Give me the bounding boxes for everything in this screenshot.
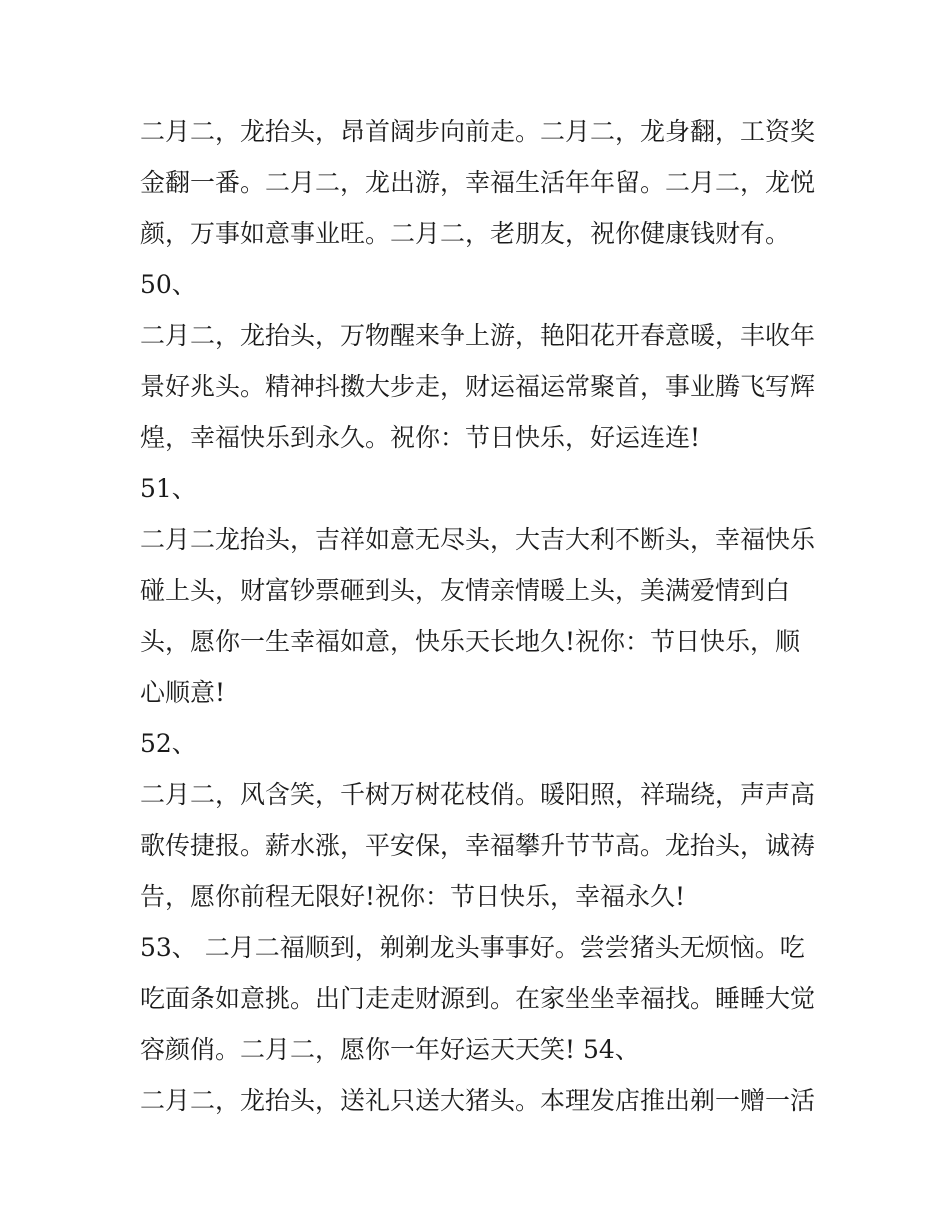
text-line: 容颜俏。二月二，愿你一年好运天天笑! 54、: [140, 1035, 640, 1064]
text-line: 二月二，龙抬头，送礼只送大猪头。本理发店推出剃一赠一活: [140, 1086, 816, 1115]
document-body: [140, 106, 820, 1126]
text-line: 颜，万事如意事业旺。二月二，老朋友，祝你健康钱财有。: [140, 219, 791, 248]
text-line: 二月二龙抬头，吉祥如意无尽头，大吉大利不断头，幸福快乐: [140, 525, 816, 554]
item-number-51: 51、: [140, 474, 197, 503]
text-line: 煌，幸福快乐到永久。祝你：节日快乐，好运连连!: [140, 423, 701, 452]
text-line: 歌传捷报。薪水涨，平安保，幸福攀升节节高。龙抬头，诚祷: [140, 831, 816, 860]
item-number-52: 52、: [140, 729, 197, 758]
item-number-50: 50、: [140, 270, 197, 299]
text-line: 景好兆头。精神抖擞大步走，财运福运常聚首，事业腾飞写辉: [140, 372, 816, 401]
text-line: 二月二，风含笑，千树万树花枝俏。暖阳照，祥瑞绕，声声高: [140, 780, 816, 809]
text-line: 心顺意!: [140, 678, 226, 707]
text-line: 53、 二月二福顺到，剃剃龙头事事好。尝尝猪头无烦恼。吃: [140, 933, 805, 962]
text-line: 金翻一番。二月二，龙出游，幸福生活年年留。二月二，龙悦: [140, 168, 816, 197]
text-line: 二月二，龙抬头，万物醒来争上游，艳阳花开春意暖，丰收年: [140, 321, 816, 350]
text-line: 吃面条如意挑。出门走走财源到。在家坐坐幸福找。睡睡大觉: [140, 984, 816, 1013]
text-line: 二月二，龙抬头，昂首阔步向前走。二月二，龙身翻，工资奖: [140, 117, 816, 146]
text-line: 碰上头，财富钞票砸到头，友情亲情暖上头，美满爱情到白: [140, 576, 791, 605]
text-line: 告，愿你前程无限好!祝你：节日快乐，幸福永久!: [140, 882, 686, 911]
text-line: 头，愿你一生幸福如意，快乐天长地久!祝你：节日快乐，顺: [140, 627, 801, 656]
